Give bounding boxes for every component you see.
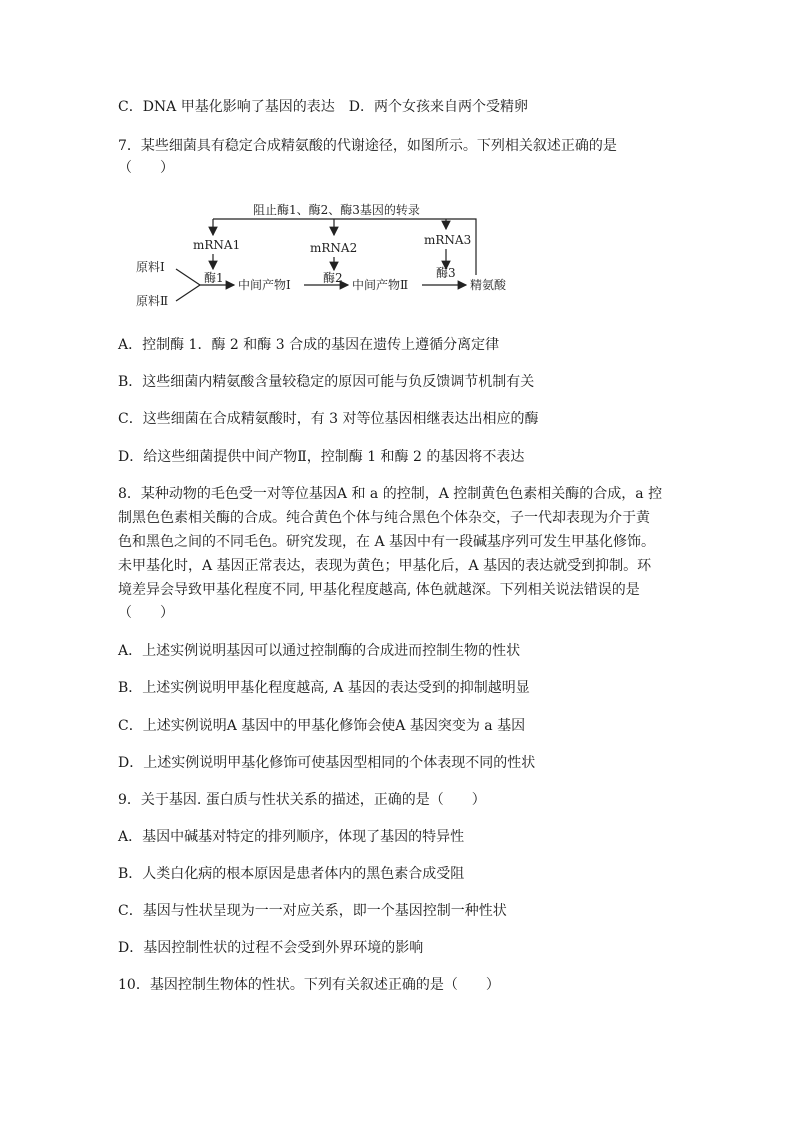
question-8-line-2: 制黑色色素相关酶的合成。纯合黄色个体与纯合黑色个体杂交，子一代却表现为介于黄 (118, 510, 650, 526)
question-7-option-d: D．给这些细菌提供中间产物Ⅱ，控制酶 1 和酶 2 的基因将不表达 (118, 449, 525, 465)
raw-material-2: 原料Ⅱ (136, 294, 169, 308)
question-7-option-a: A．控制酶 1．酶 2 和酶 3 合成的基因在遗传上遵循分离定律 (118, 337, 500, 353)
question-8-option-a: A．上述实例说明基因可以通过控制酶的合成进而控制生物的性状 (118, 643, 521, 659)
mrna1-label: mRNA1 (193, 238, 241, 252)
question-9-option-b: B．人类白化病的根本原因是患者体内的黑色素合成受阻 (118, 866, 465, 882)
question-7-bracket: （ ） (118, 160, 174, 176)
question-9-option-d: D．基因控制性状的过程不会受到外界环境的影响 (118, 940, 424, 956)
question-7-option-c: C．这些细菌在合成精氨酸时，有 3 对等位基因相继表达出相应的酶 (118, 411, 539, 427)
mrna2-label: mRNA2 (310, 241, 358, 255)
enzyme-1-label: 酶1 (204, 271, 224, 285)
question-8-bracket: （ ） (118, 605, 174, 621)
raw-material-1: 原料Ⅰ (136, 260, 165, 274)
question-8-option-d: D．上述实例说明甲基化修饰可使基因型相同的个体表现不同的性状 (118, 755, 536, 771)
question-9-stem: 9．关于基因. 蛋白质与性状关系的描述，正确的是（ ） (118, 792, 486, 808)
feedback-label: 阻止酶1、酶2、酶3基因的转录 (253, 203, 420, 217)
intermediate-1: 中间产物Ⅰ (238, 278, 291, 292)
question-7-stem: 7．某些细菌具有稳定合成精氨酸的代谢途径，如图所示。下列相关叙述正确的是 (118, 138, 617, 154)
option-c-q6: C．DNA 甲基化影响了基因的表达 D．两个女孩来自两个受精卵 (118, 99, 528, 115)
question-10-stem: 10．基因控制生物体的性状。下列有关叙述正确的是（ ） (118, 977, 500, 993)
enzyme-2-label: 酶2 (323, 271, 343, 285)
question-7-option-b: B．这些细菌内精氨酸含量较稳定的原因可能与负反馈调节机制有关 (118, 374, 535, 390)
question-9-option-a: A．基因中碱基对特定的排列顺序，体现了基因的特异性 (118, 829, 465, 845)
enzyme-3-label: 酶3 (436, 266, 456, 280)
question-8-option-b: B．上述实例说明甲基化程度越高, A 基因的表达受到的抑制越明显 (118, 680, 530, 696)
question-8-line-1: 8．某种动物的毛色受一对等位基因A 和 a 的控制，A 控制黄色色素相关酶的合成，a 控 (118, 486, 663, 502)
arginine-pathway-diagram (118, 197, 528, 317)
intermediate-2: 中间产物Ⅱ (352, 278, 409, 292)
question-8-line-3: 色和黑色之间的不同毛色。研究发现，在 A 基因中有一段碱基序列可发生甲基化修饰。 (118, 534, 656, 550)
mrna3-label: mRNA3 (424, 233, 472, 247)
question-8-line-4: 未甲基化时，A 基因正常表达，表现为黄色；甲基化后，A 基因的表达就受到抑制。环 (118, 558, 652, 574)
arginine-product: 精氨酸 (470, 278, 507, 292)
question-8-line-5: 境差异会导致甲基化程度不同, 甲基化程度越高, 体色就越深。下列相关说法错误的是 (118, 582, 640, 598)
question-9-option-c: C．基因与性状呈现为一一对应关系，即一个基因控制一种性状 (118, 903, 507, 919)
question-8-option-c: C．上述实例说明A 基因中的甲基化修饰会使A 基因突变为 a 基因 (118, 718, 526, 734)
